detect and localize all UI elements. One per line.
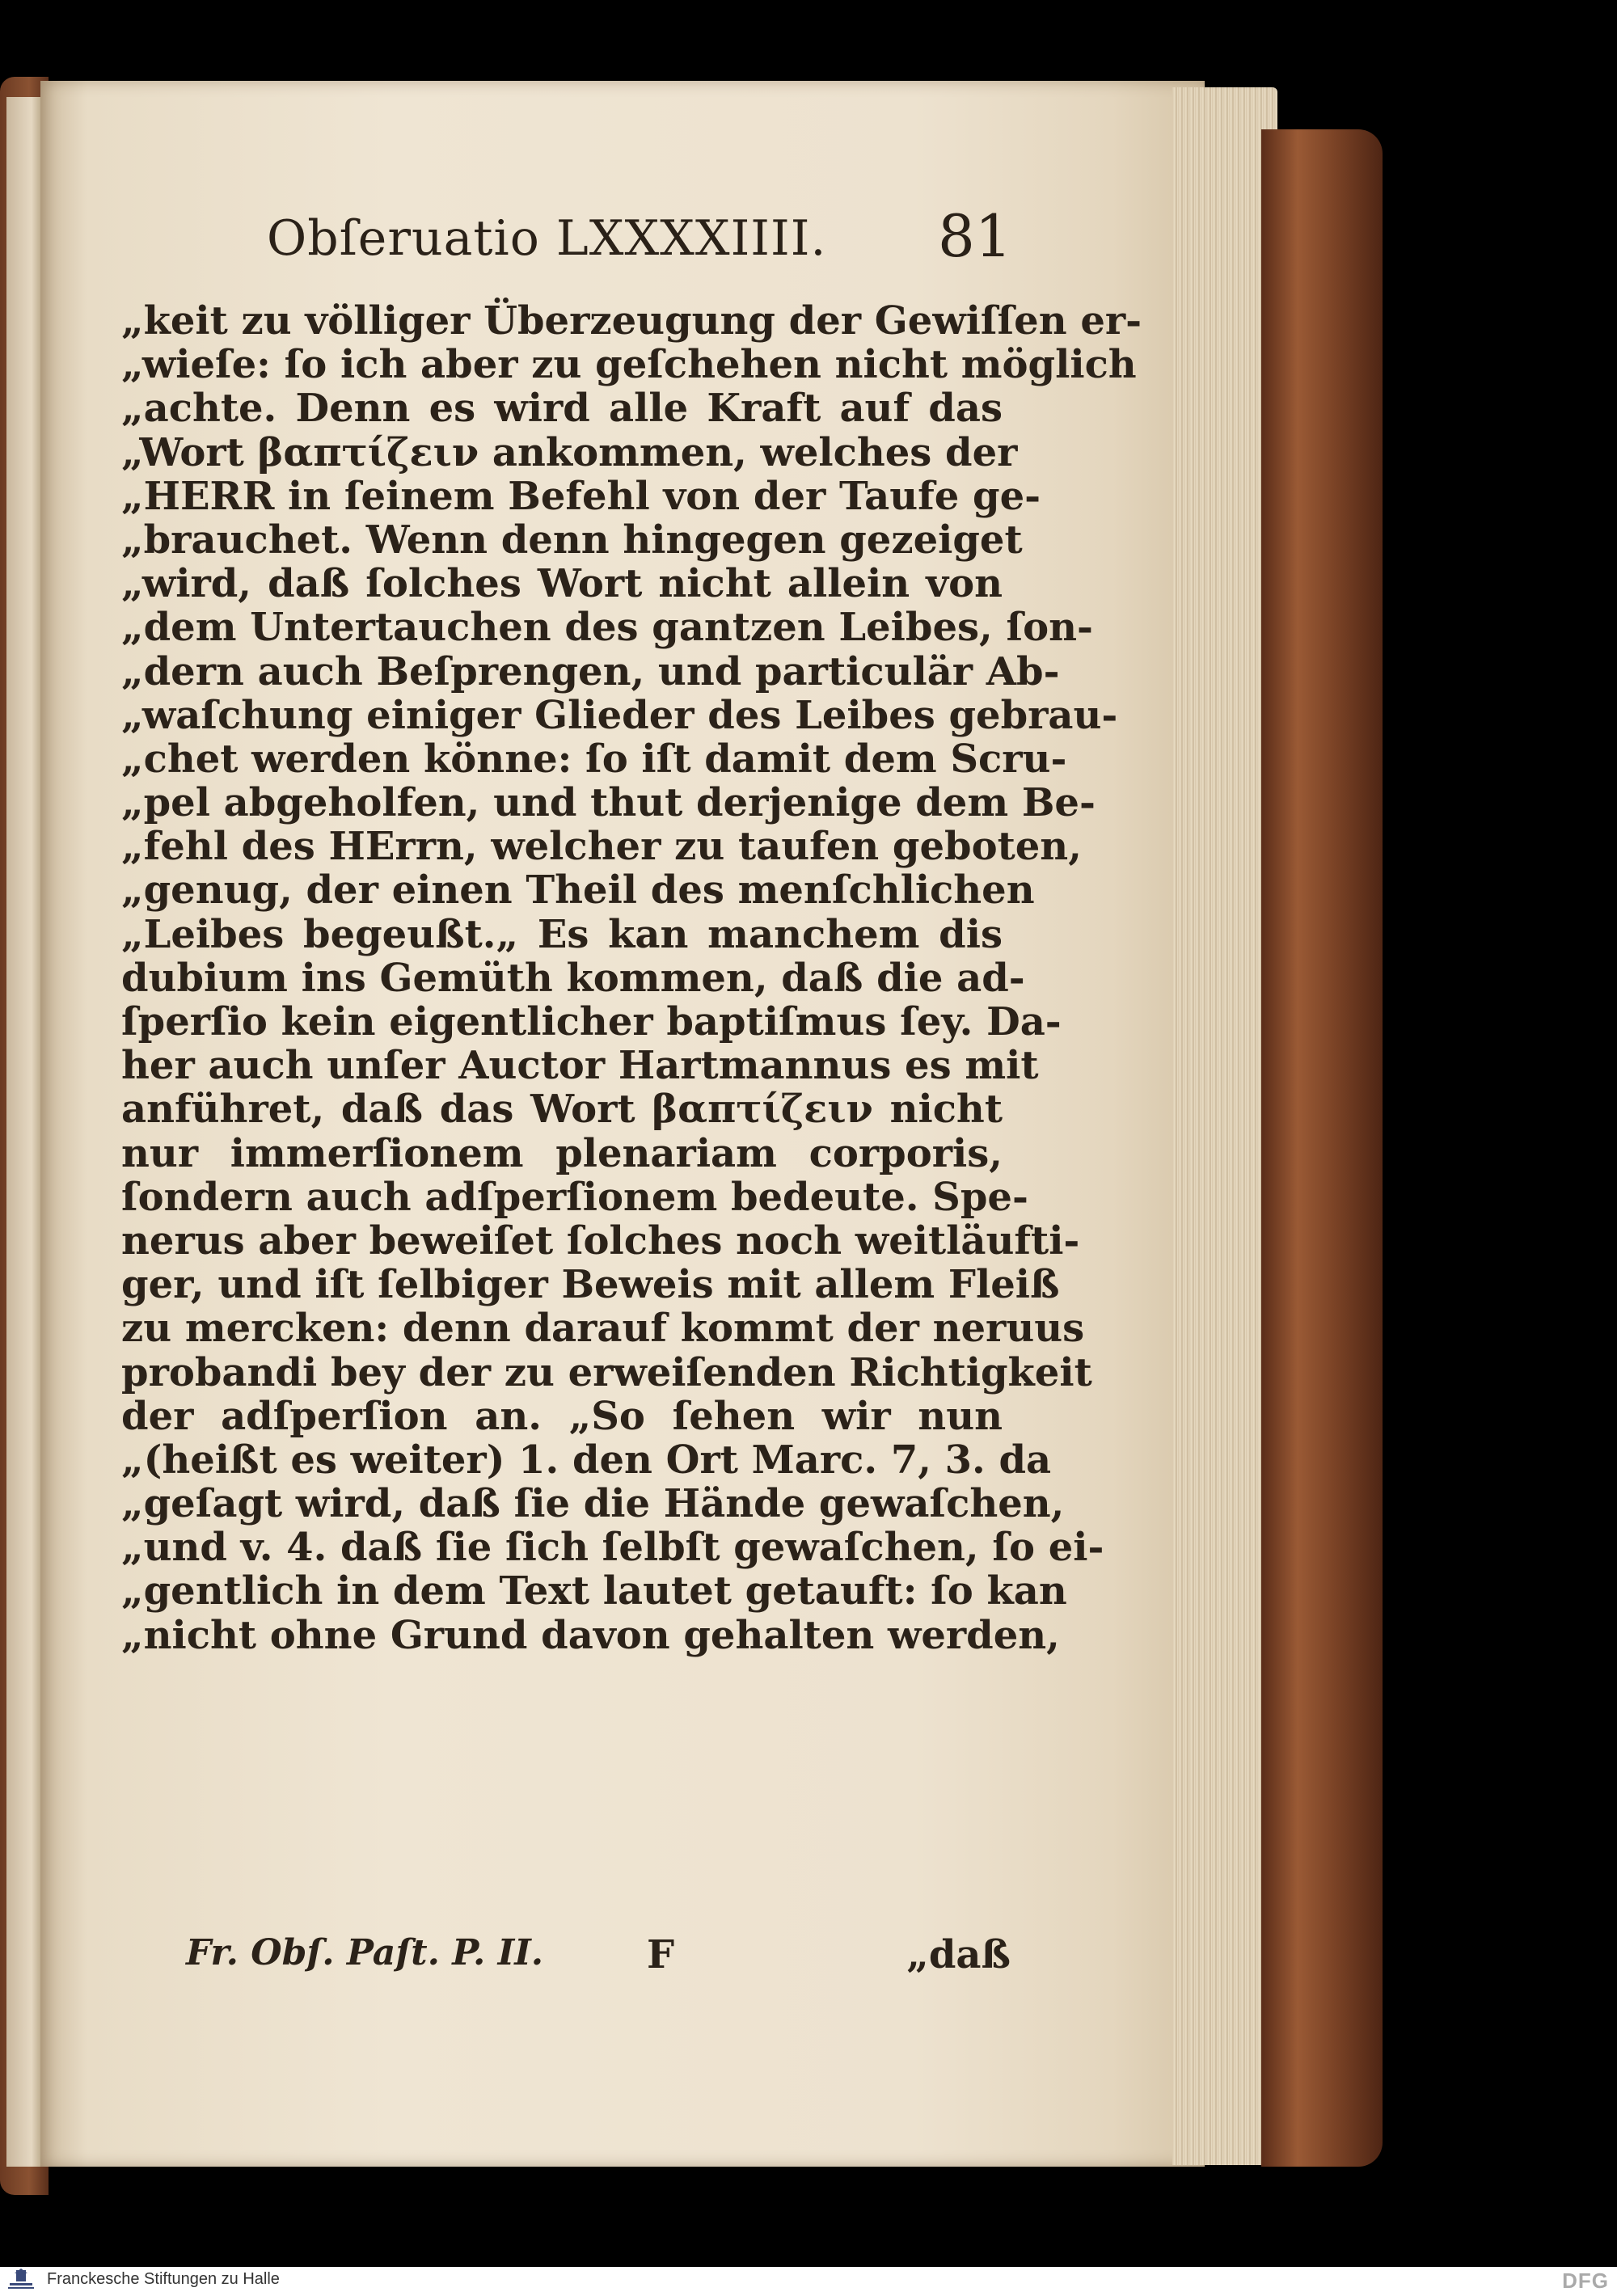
sheet-mark: F	[647, 1932, 675, 1977]
text-line: „(heißt es weiter) 1. den Ort Marc. 7, 3. da	[121, 1437, 1052, 1483]
text-line: ſondern auch adſperſionem bedeute. Spe-	[121, 1174, 1028, 1220]
text-line: „chet werden könne: ſo iſt damit dem Scru-	[121, 736, 1067, 782]
text-line: nerus aber beweiſet ſolches noch weitläufti-	[121, 1218, 1080, 1264]
text-line: „geſagt wird, daß ſie die Hände gewaſchen,	[121, 1481, 1065, 1527]
text-line: dubium ins Gemüth kommen, daß die ad-	[121, 955, 1025, 1001]
text-line: her auch unſer Auctor Hartmannus es mit	[121, 1043, 1039, 1089]
book-front-cover	[1261, 129, 1383, 2167]
left-page-edge	[6, 97, 42, 2167]
text-line: ger, und iſt ſelbiger Beweis mit allem Fleiß	[121, 1262, 1060, 1308]
text-line: probandi bey der zu erweiſenden Richtigkeit	[121, 1349, 1092, 1395]
text-line: „fehl des HErrn, welcher zu taufen geboten,	[121, 824, 1082, 870]
text-line: „genug, der einen Theil des menſchlichen	[121, 867, 1035, 914]
page-footer	[129, 1932, 1011, 1989]
text-line: „HERR in ſeinem Befehl von der Taufe ge-	[121, 473, 1041, 519]
text-line: „achte. Denn es wird alle Kraft auf das	[121, 386, 1003, 432]
text-line: „pel abgeholfen, und thut derjenige dem Be-	[121, 780, 1096, 826]
running-title: Obſeruatio LXXXXIIII.	[267, 210, 827, 267]
text-line: „dern auch Beſprengen, und particulär Ab-	[121, 648, 1060, 694]
text-line: anführet, daß das Wort βαπτίζειν nicht	[121, 1087, 1003, 1133]
text-line: „und v. 4. daß ſie ſich ſelbſt gewaſchen, ſo ei-	[121, 1525, 1104, 1571]
text-line: „Wort βαπτίζειν ankommen, welches der	[121, 429, 1018, 475]
text-line: nur immerſionem plenariam corporis,	[121, 1130, 1003, 1176]
text-line: „brauchet. Wenn denn hingegen gezeiget	[121, 517, 1023, 563]
body-text	[121, 298, 1142, 1658]
dfg-badge: DFG	[1562, 2269, 1609, 2293]
text-line: „wird, daß ſolches Wort nicht allein von	[121, 561, 1003, 607]
text-line: zu mercken: denn darauf kommt der neruus	[121, 1306, 1085, 1352]
text-line: „keit zu völliger Überzeugung der Gewiſſen er-	[121, 298, 1142, 344]
franckesche-stiftungen-logo-icon	[5, 2269, 37, 2293]
text-line: „nicht ohne Grund davon gehalten werden,	[121, 1612, 1060, 1658]
institution-credit: Franckesche Stiftungen zu Halle	[47, 2270, 280, 2288]
text-line: „Leibes begeußt.„ Es kan manchem dis	[121, 911, 1003, 957]
text-line: „waſchung einiger Glieder des Leibes gebrau-	[121, 692, 1118, 738]
text-line: „dem Untertauchen des gantzen Leibes, ſon-	[121, 605, 1093, 651]
text-line: ſperſio kein eigentlicher baptiſmus ſey. Da-	[121, 999, 1062, 1045]
text-line: der adſperſion an. „So ſehen wir nun	[121, 1393, 1003, 1439]
text-line: „gentlich in dem Text lautet getauft: ſo kan	[121, 1568, 1067, 1614]
text-line: „wieſe: ſo ich aber zu geſchehen nicht möglich	[121, 342, 1137, 388]
catchword: „daß	[906, 1932, 1011, 1977]
page-number: 81	[938, 202, 1012, 270]
page-header	[267, 202, 1012, 275]
signature-mark: Fr. Obſ. Paſt. P. II.	[186, 1932, 544, 1973]
